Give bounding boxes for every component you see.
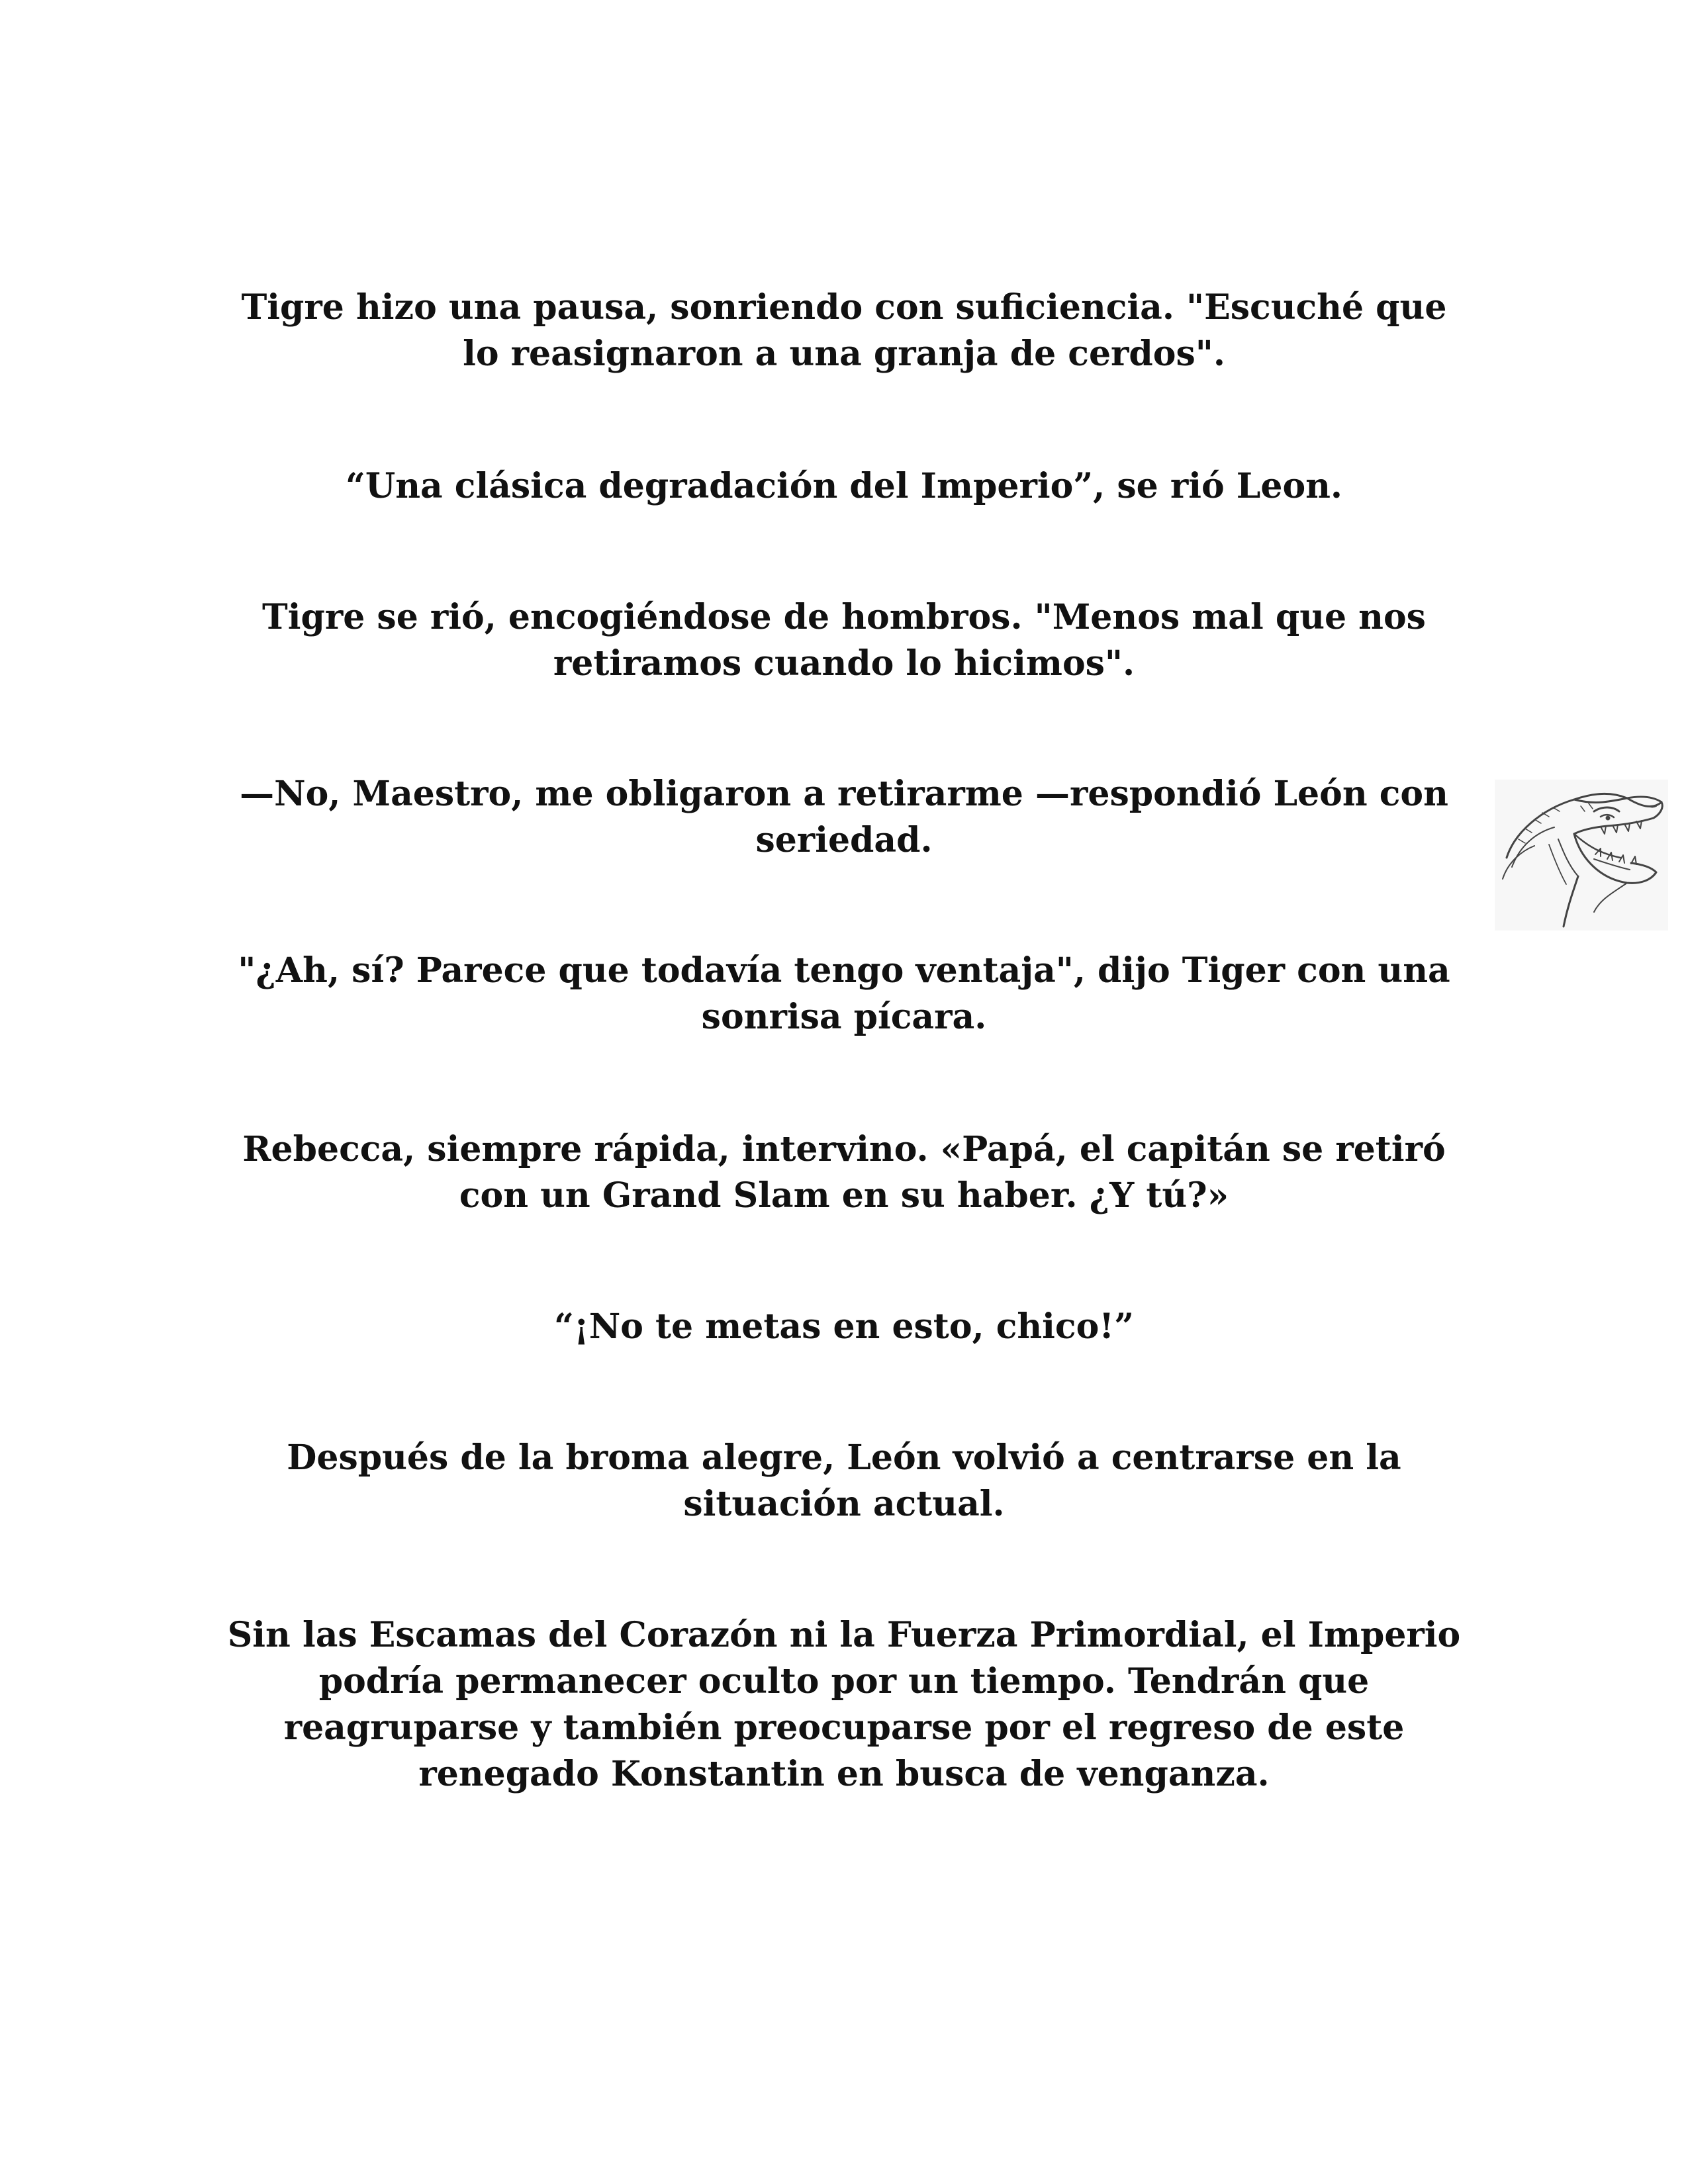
paragraph-7: “¡No te metas en esto, chico!” <box>553 1306 1135 1347</box>
paragraph-6: Rebecca, siempre rápida, intervino. «Papá, el capitán se retiró con un Grand Slam en su haber. ¿Y tú?» <box>242 1129 1446 1216</box>
paragraph-9: Sin las Escamas del Corazón ni la Fuerza Primordial, el Imperio podría permanecer oculto por un tiempo. Tendrán que reagruparse y también preocuparse por el regreso de este renegado Konstantin en busca de venganza. <box>227 1615 1461 1794</box>
paragraph-5: "¿Ah, sí? Parece que todavía tengo ventaja", dijo Tiger con una sonrisa pícara. <box>238 950 1450 1037</box>
paragraph-4: —No, Maestro, me obligaron a retirarme —respondió León con seriedad. <box>240 774 1448 860</box>
paragraph-1: Tigre hizo una pausa, sonriendo con suficiencia. "Escuché que lo reasignaron a una granja de cerdos". <box>241 287 1447 374</box>
t-rex-sketch-icon <box>1495 780 1668 931</box>
paragraph-2: “Una clásica degradación del Imperio”, se rió Leon. <box>345 466 1343 506</box>
paragraph-3: Tigre se rió, encogiéndose de hombros. "Menos mal que nos retiramos cuando lo hicimos". <box>262 597 1426 684</box>
paragraph-8: Después de la broma alegre, León volvió a centrarse en la situación actual. <box>287 1437 1401 1524</box>
